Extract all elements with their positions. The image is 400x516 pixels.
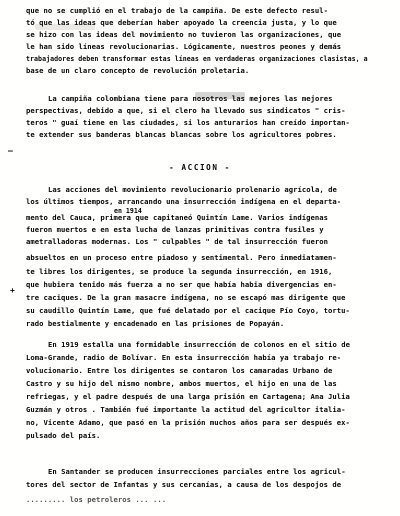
text-line: tó que las ideas que deberían haber apoyado la creencia justa, y lo que (26, 18, 337, 27)
text-line: volucionario. Entre los dirigentes se contaron los camaradas Urbano de (26, 366, 333, 375)
section-heading: - ACCION - (169, 163, 231, 172)
text-line: no, Vicente Adamo, que pasó en la prisión muchos años para ser después ex- (26, 418, 350, 427)
text-line: perspectivas, debido a que, si el clero ha llevado sus sindicatos " cris- (26, 106, 346, 115)
text-line: trabajadores deben transformar estas líneas en verdaderas organizaciones clasistas, a (26, 55, 368, 63)
text-line: Loma-Grande, radio de Bolívar. En esta insurrección había ya trabajo re- (26, 353, 342, 362)
text-line: teros " guaí tiene en las ciudades, si los anturarios han creído importan- (26, 118, 350, 127)
text-line: que no se cumplió en el trabajo de la campiña. De este defecto resul- (26, 6, 329, 15)
margin-dash-mark: — (8, 146, 13, 155)
margin-plus-mark: + (10, 286, 15, 295)
text-line: ametralladoras modernas. Los " culpables " de tal insurrección fueron (26, 237, 329, 246)
text-line: tores del sector de Infantas y sus cercanías, a causa de los despojos de (26, 480, 342, 489)
text-line: se hizo con las ideas del movimiento no tuvieron las organizaciones, que (26, 30, 342, 39)
text-line: mento del Cauca, primera que capitaneó Quintín Lame. Varios indígenas (26, 213, 329, 222)
text-line: rado bestialmente y encadenado en las prisiones de Popayán. (26, 319, 285, 328)
text-line: tre caciques. De la gran masacre indígena, no se escapó mas dirigente que (26, 293, 346, 302)
text-line: refriegas, y el padre después de una larga prisión en Cartagena; Ana Julia (26, 392, 350, 401)
text-line: le han sido líneas revolucionarias. Lógicamente, nuestros peones y demás (26, 42, 342, 51)
text-line: los últimos tiempos, arrancando una insurrección indígena en el departa- (26, 197, 342, 206)
text-line: te extender sus banderas blancas blancas sobre los agricultores pobres. (26, 130, 337, 139)
text-line: La campiña colombiana tiene para nosotros las mejores las mejores (48, 94, 333, 103)
text-line: pulsado del país. (26, 431, 101, 440)
text-line: te libres los dirigentes, se produce la segunda insurrección, en 1916, (26, 267, 333, 276)
text-line: ......... los petroleros ... ... (26, 495, 167, 504)
text-line: absueltos en un proceso entre piadoso y sentimental. Pero inmediatamen- (26, 253, 337, 262)
text-line: En Santander se producen insurrecciones parciales entre los agricul- (48, 467, 346, 476)
text-line: fueron muertos e en esta lucha de lanzas primitivas contra fusiles y (26, 225, 324, 234)
text-line: su caudillo Quintín Lame, que fué delatado por el cacique Pío Coyo, tortu- (26, 306, 350, 315)
text-line: que hubiera tenido más fuerza a no ser que había habia divergencias en- (26, 280, 337, 289)
text-line: Las acciones del movimiento revolucionario prolenario agrícola, de (48, 185, 337, 194)
overtyped-year: en 1914 (114, 207, 142, 215)
text-line: Guzmán y otros . También fué importante la actitud del agricultor italia- (26, 405, 346, 414)
text-line: base de un claro concepto de revolución proletaria. (26, 66, 250, 75)
text-line: En 1919 estalla una formidable insurrección de colonos en el sitio de (48, 340, 351, 349)
text-line: Castro y su hijo del mismo nombre, ambos muertos, el hijo en una de las (26, 379, 337, 388)
